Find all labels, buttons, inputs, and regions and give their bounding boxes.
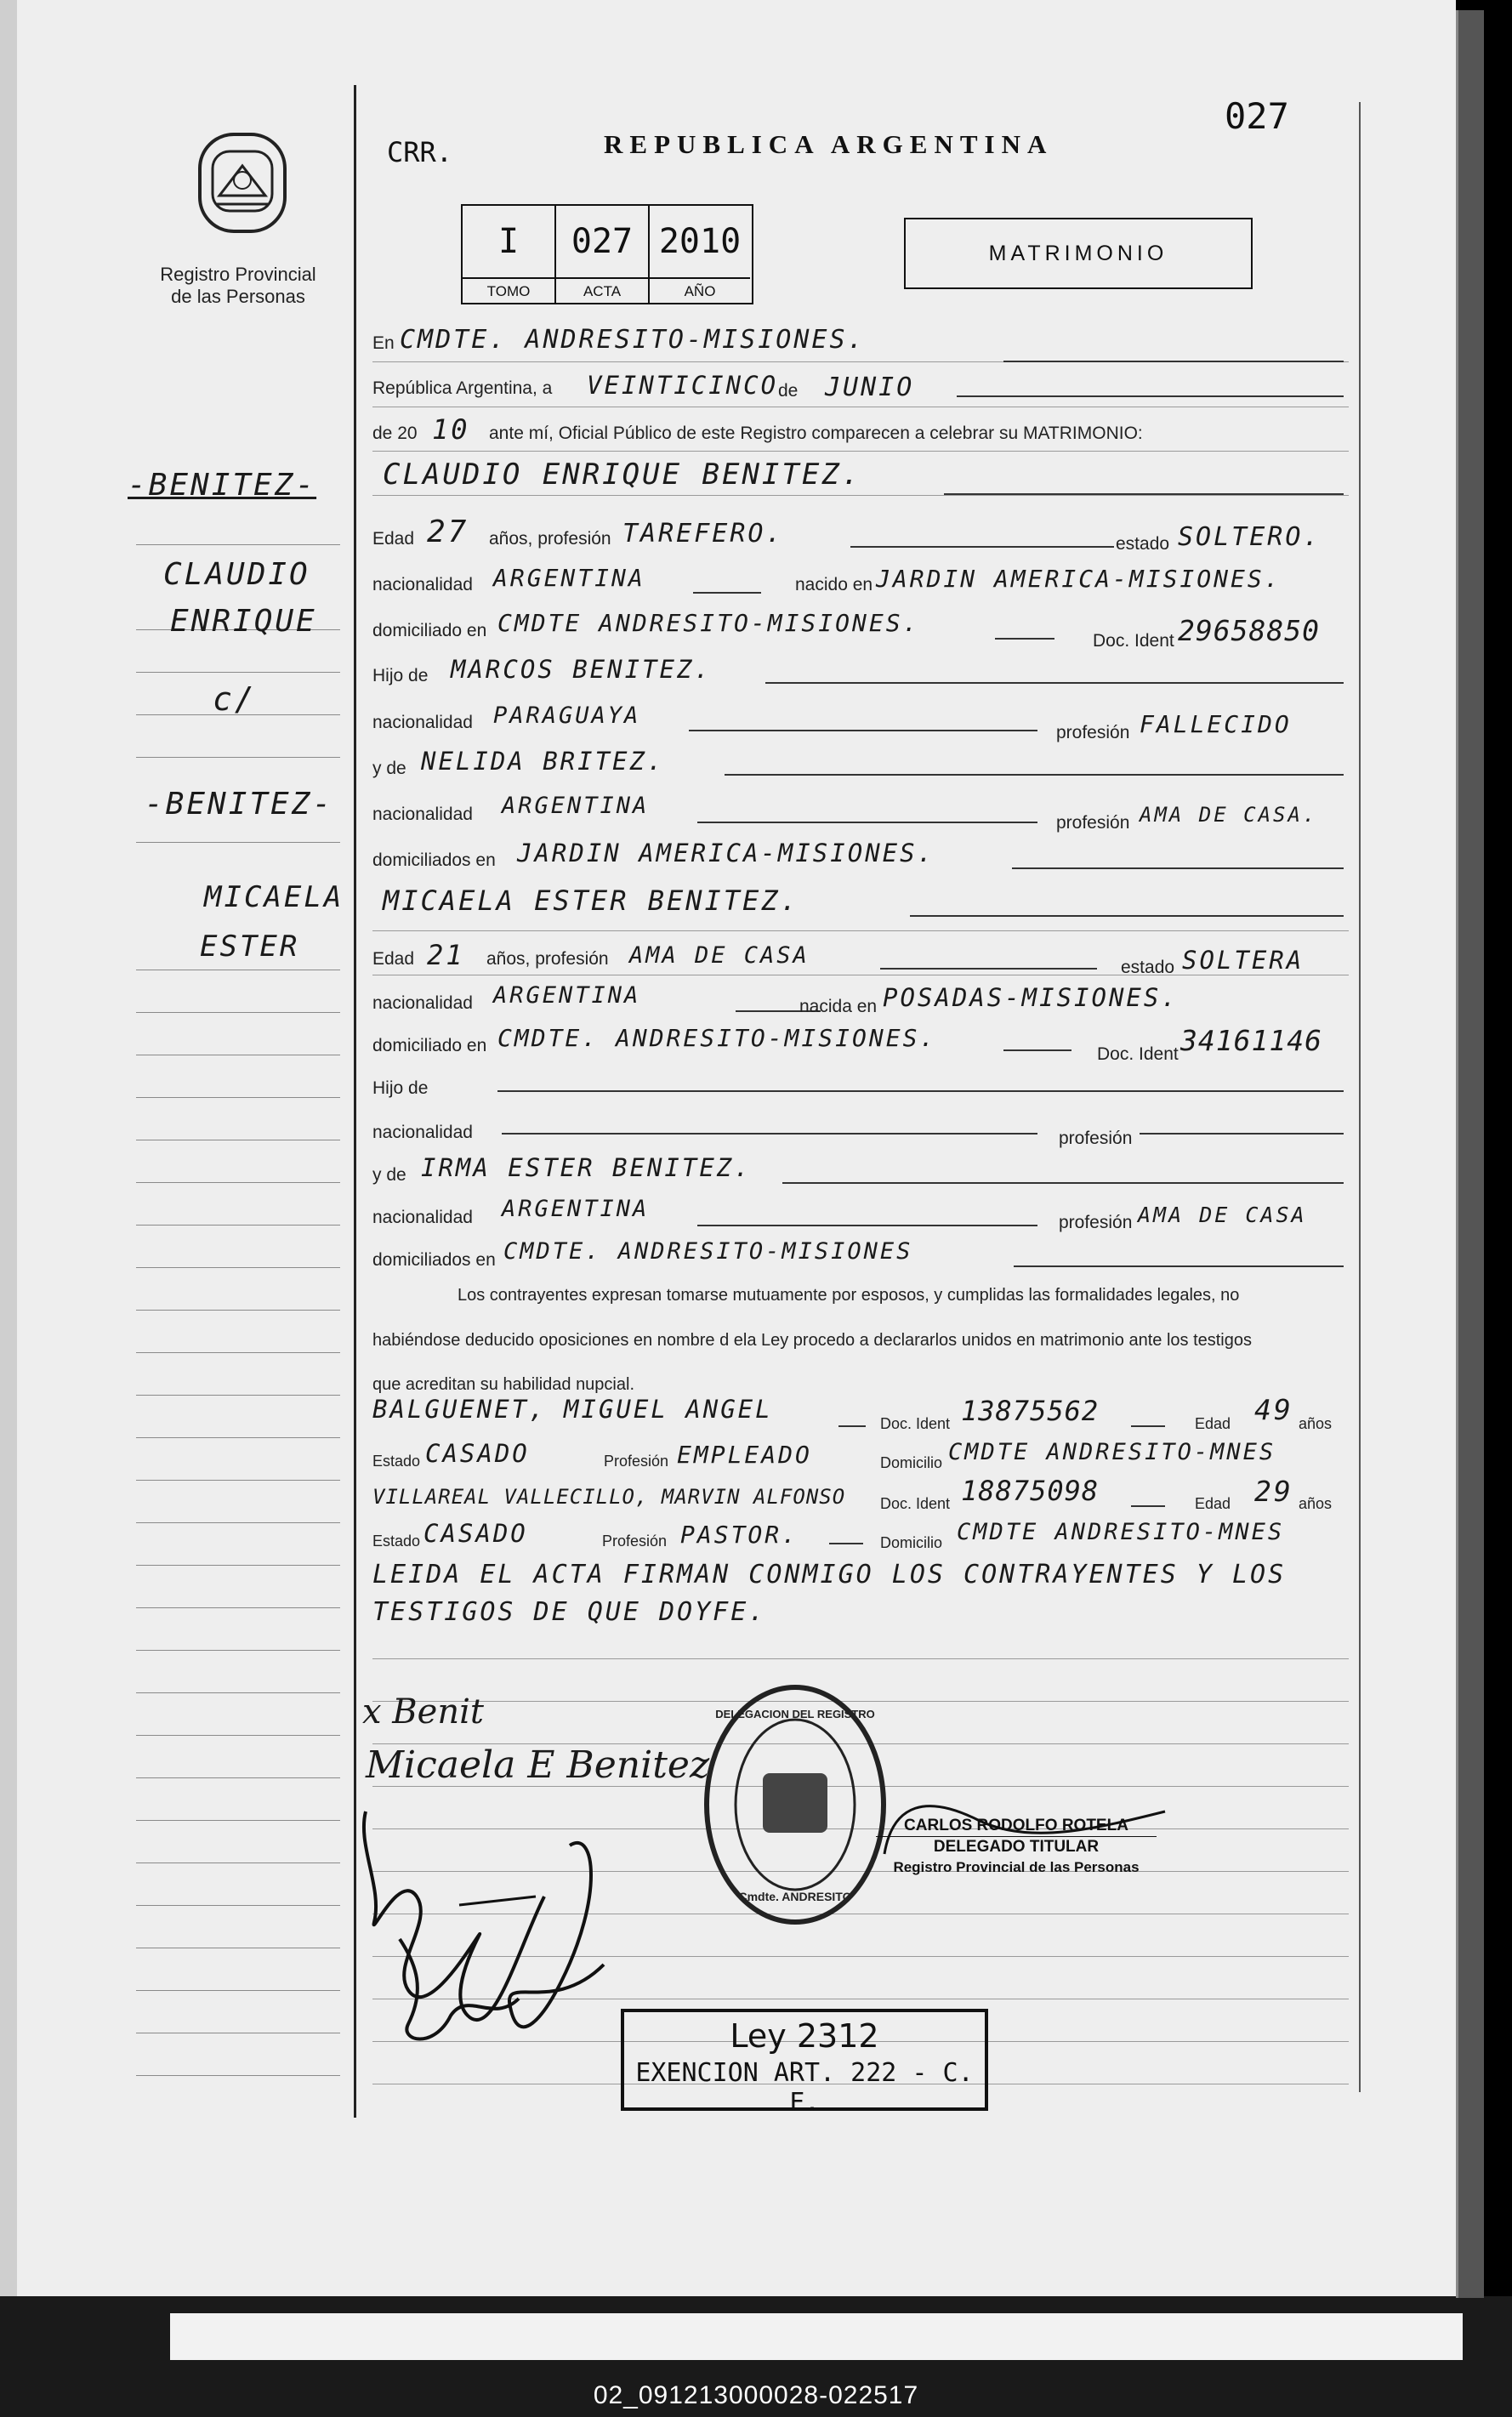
margin-rule xyxy=(136,1480,340,1481)
bride-mother-prof-label: profesión xyxy=(1059,1213,1133,1232)
bride-doc: 34161146 xyxy=(1180,1024,1322,1057)
groom-father-prof-label: profesión xyxy=(1056,723,1130,742)
right-divider xyxy=(1359,102,1361,2092)
margin-rule xyxy=(136,1607,340,1608)
year-suffix: 10 xyxy=(432,413,470,446)
bride-birthplace: POSADAS-MISIONES. xyxy=(883,983,1179,1012)
groom-father-prof: FALLECIDO xyxy=(1140,710,1292,738)
bride-name: MICAELA ESTER BENITEZ. xyxy=(383,884,799,917)
bride-mother-prof: AMA DE CASA xyxy=(1138,1203,1307,1227)
margin-rule xyxy=(136,1012,340,1013)
fill-line xyxy=(829,1543,863,1544)
witness1-estado-label: Estado xyxy=(372,1453,421,1470)
bride-signature: Micaela E Benitez xyxy=(366,1743,710,1787)
margin-groom-name1: CLAUDIO xyxy=(163,557,310,592)
closing-line1: LEIDA EL ACTA FIRMAN CONMIGO LOS CONTRAYENTES Y LOS xyxy=(372,1560,1287,1590)
stamp-outer-text: DELEGACION DEL REGISTRO xyxy=(715,1708,875,1720)
groom-birthplace: JARDIN AMERICA-MISIONES. xyxy=(876,565,1282,593)
groom-domicilio-label: domiciliado en xyxy=(372,621,487,640)
witness2-address: CMDTE ANDRESITO-MNES xyxy=(957,1519,1285,1545)
fill-line xyxy=(765,682,1344,684)
groom-name: CLAUDIO ENRIQUE BENITEZ. xyxy=(383,458,862,492)
country-title: REPUBLICA ARGENTINA xyxy=(604,129,1054,159)
registration-box xyxy=(461,204,753,304)
groom-age: 27 xyxy=(427,515,469,549)
bride-mother-nat-label: nacionalidad xyxy=(372,1208,473,1227)
document-type-box: MATRIMONIO xyxy=(904,218,1253,289)
witness2-status: CASADO xyxy=(423,1519,528,1548)
groom-nationality: ARGENTINA xyxy=(493,564,645,592)
province-seal-icon xyxy=(187,128,298,238)
margin-rule xyxy=(136,1225,340,1226)
bride-status: SOLTERA xyxy=(1182,946,1305,975)
official-stamp-block xyxy=(876,1816,1157,1878)
witness1-status: CASADO xyxy=(425,1439,530,1468)
fill-line xyxy=(850,546,1114,548)
witness1-prof-label: Profesión xyxy=(604,1453,669,1470)
groom-mother-nat: ARGENTINA xyxy=(502,793,650,819)
official-name: CARLOS RODOLFO ROTELA xyxy=(876,1816,1157,1837)
margin-rule xyxy=(136,842,340,843)
fill-line xyxy=(1012,867,1344,869)
witness1-edad-label: Edad xyxy=(1195,1415,1231,1432)
groom-mother-label: y de xyxy=(372,759,406,778)
declaration-line1: Los contrayentes expresan tomarse mutuamente por esposos, y cumplidas las formalidades legales, no xyxy=(458,1286,1240,1305)
groom-father-nat: PARAGUAYA xyxy=(493,702,641,729)
groom-mother-nat-label: nacionalidad xyxy=(372,805,473,824)
margin-rule xyxy=(136,1905,340,1906)
fill-line xyxy=(697,822,1037,823)
anio-value: 2010 xyxy=(658,222,742,261)
groom-mother: NELIDA BRITEZ. xyxy=(421,747,665,776)
margin-rule xyxy=(136,1565,340,1566)
margin-conector: c/ xyxy=(213,680,257,718)
body-rule xyxy=(372,930,1349,931)
bride-mother-nat: ARGENTINA xyxy=(502,1196,650,1222)
margin-rule xyxy=(136,1522,340,1523)
fill-line xyxy=(689,730,1037,731)
witness2-name: VILLAREAL VALLECILLO, MARVIN ALFONSO xyxy=(372,1485,846,1509)
law-line2: EXENCION ART. 222 - C. F. xyxy=(635,2058,974,2118)
fill-line xyxy=(957,395,1344,397)
scan-bottom-strip xyxy=(170,2313,1463,2360)
witness2-doc: 18875098 xyxy=(961,1475,1100,1507)
groom-signature: x Benit xyxy=(362,1692,484,1732)
witness2-prof-label: Profesión xyxy=(602,1533,668,1550)
groom-father-nat-label: nacionalidad xyxy=(372,713,473,732)
margin-rule xyxy=(136,1182,340,1183)
fill-line xyxy=(697,1225,1037,1226)
bride-estado-label: estado xyxy=(1121,958,1175,977)
official-office: Registro Provincial de las Personas xyxy=(893,1859,1140,1875)
fill-line xyxy=(1140,1133,1344,1135)
witness1-dom-label: Domicilio xyxy=(880,1454,943,1471)
groom-status: SOLTERO. xyxy=(1178,522,1322,552)
tomo-label: TOMO xyxy=(463,277,556,304)
law-exemption-stamp xyxy=(621,2009,988,2118)
fill-line xyxy=(497,1090,1344,1092)
registry-seal-stamp xyxy=(702,1684,889,1926)
folio-number: 027 xyxy=(1225,95,1289,137)
bride-nationality: ARGENTINA xyxy=(493,982,641,1009)
witness2-anios-label: años xyxy=(1299,1495,1333,1512)
witness1-age: 49 xyxy=(1254,1393,1293,1426)
groom-parents-address: JARDIN AMERICA-MISIONES. xyxy=(517,839,935,867)
groom-nacido-label: nacido en xyxy=(795,575,873,594)
witness2-doc-label: Doc. Ident xyxy=(880,1495,951,1512)
fill-line xyxy=(880,968,1097,970)
margin-rule xyxy=(136,1990,340,1991)
witness2-age: 29 xyxy=(1254,1475,1293,1508)
groom-father: MARCOS BENITEZ. xyxy=(451,655,712,684)
closing-line2: TESTIGOS DE QUE DOYFE. xyxy=(372,1597,767,1627)
margin-rule xyxy=(136,1437,340,1438)
witness1-name: BALGUENET, MIGUEL ANGEL xyxy=(372,1395,773,1424)
bride-domicilio-label: domiciliado en xyxy=(372,1036,487,1055)
acta-label: ACTA xyxy=(556,277,650,304)
bride-age: 21 xyxy=(427,939,465,971)
republica-label: República Argentina, a xyxy=(372,378,553,398)
groom-doc-label: Doc. Ident xyxy=(1093,631,1174,651)
body-rule xyxy=(372,451,1349,452)
witness1-doc-label: Doc. Ident xyxy=(880,1415,951,1432)
margin-rule xyxy=(136,1820,340,1821)
margin-groom-surname: -BENITEZ- xyxy=(128,468,317,503)
year-prefix: de 20 xyxy=(372,424,418,443)
witness2-dom-label: Domicilio xyxy=(880,1534,943,1551)
groom-nacionalidad-label: nacionalidad xyxy=(372,575,473,594)
bride-father-label: Hijo de xyxy=(372,1078,429,1098)
bride-nacionalidad-label: nacionalidad xyxy=(372,993,473,1013)
witness1-anios-label: años xyxy=(1299,1415,1333,1432)
body-rule xyxy=(372,495,1349,496)
bride-father-prof-label: profesión xyxy=(1059,1129,1133,1148)
margin-rule xyxy=(136,1352,340,1353)
fill-line xyxy=(782,1182,1344,1184)
book-edge xyxy=(1456,10,1484,2298)
fill-line xyxy=(1014,1265,1344,1267)
registry-caption-line2: de las Personas xyxy=(171,286,305,307)
official-role: DELEGADO TITULAR xyxy=(933,1838,1100,1856)
witness2-estado-label: Estado xyxy=(372,1533,421,1550)
act-month: JUNIO xyxy=(825,373,915,402)
fill-line xyxy=(910,915,1344,917)
declaration-line2: habiéndose deducido oposiciones en nombre d ela Ley procedo a declararlos unidos en matrimonio ante los testigos xyxy=(372,1331,1252,1350)
witness1-profession: EMPLEADO xyxy=(677,1441,812,1469)
fill-line xyxy=(1131,1425,1165,1427)
groom-edad-label: Edad xyxy=(372,529,415,549)
bride-nacida-label: nacida en xyxy=(799,997,878,1016)
bride-mother: IRMA ESTER BENITEZ. xyxy=(421,1153,752,1182)
fill-line xyxy=(944,493,1344,495)
bride-edad-label: Edad xyxy=(372,949,415,969)
groom-profession: TAREFERO. xyxy=(622,519,784,549)
bride-profession: AMA DE CASA xyxy=(629,942,810,969)
bride-doc-label: Doc. Ident xyxy=(1097,1044,1179,1064)
margin-bride-name2: ESTER xyxy=(200,930,300,964)
witness2-edad-label: Edad xyxy=(1195,1495,1231,1512)
groom-father-label: Hijo de xyxy=(372,666,429,685)
acta-value: 027 xyxy=(556,206,650,277)
registry-caption xyxy=(128,264,349,308)
groom-address: CMDTE ANDRESITO-MISIONES. xyxy=(497,609,920,637)
fill-line xyxy=(1003,1049,1071,1051)
witness1-doc: 13875562 xyxy=(961,1395,1100,1427)
act-day: VEINTICINCO xyxy=(587,371,779,400)
fill-line xyxy=(1131,1505,1165,1507)
margin-bride-surname: -BENITEZ- xyxy=(145,787,334,822)
law-line1: Ley 2312 xyxy=(730,2017,879,2055)
witness2-profession: PASTOR. xyxy=(680,1521,799,1549)
margin-rule xyxy=(136,1310,340,1311)
fill-line xyxy=(693,592,761,594)
groom-doc: 29658850 xyxy=(1178,614,1320,647)
body-rule xyxy=(372,1658,1349,1659)
groom-profesion-label: años, profesión xyxy=(489,529,611,549)
tomo-value: I xyxy=(463,206,556,277)
bride-parents-address: CMDTE. ANDRESITO-MISIONES xyxy=(503,1238,913,1265)
de-label: de xyxy=(778,381,799,401)
fill-line xyxy=(995,638,1054,640)
bride-mother-label: y de xyxy=(372,1165,406,1185)
bride-address: CMDTE. ANDRESITO-MISIONES. xyxy=(497,1024,937,1052)
crr-annotation: CRR. xyxy=(387,136,453,168)
act-place: CMDTE. ANDRESITO-MISIONES. xyxy=(400,325,866,355)
margin-rule xyxy=(136,672,340,673)
margin-rule xyxy=(136,1395,340,1396)
groom-parents-address-label: domiciliados en xyxy=(372,850,496,870)
bride-parents-address-label: domiciliados en xyxy=(372,1250,496,1270)
witness1-address: CMDTE ANDRESITO-MNES xyxy=(948,1439,1276,1465)
margin-rule xyxy=(136,1692,340,1693)
bride-profesion-label: años, profesión xyxy=(486,949,609,969)
margin-rule xyxy=(136,544,340,545)
margin-rule xyxy=(136,1097,340,1098)
fill-line xyxy=(725,774,1344,776)
act-intro: ante mí, Oficial Público de este Registro comparecen a celebrar su MATRIMONIO: xyxy=(489,424,1143,443)
stamp-inner-text: Cmdte. ANDRESITO xyxy=(738,1890,852,1903)
margin-groom-name2: ENRIQUE xyxy=(170,604,317,639)
file-id: 02_091213000028-022517 xyxy=(593,2381,919,2409)
en-label: En xyxy=(372,333,395,353)
groom-mother-prof-label: profesión xyxy=(1056,813,1130,833)
margin-rule xyxy=(136,757,340,758)
fill-line xyxy=(502,1133,1037,1135)
fill-line xyxy=(1003,361,1344,362)
margin-rule xyxy=(136,1650,340,1651)
groom-estado-label: estado xyxy=(1116,534,1170,554)
margin-bride-name1: MICAELA xyxy=(204,880,344,914)
registry-caption-line1: Registro Provincial xyxy=(160,264,316,285)
margin-rule xyxy=(136,1267,340,1268)
groom-mother-prof: AMA DE CASA. xyxy=(1140,803,1318,827)
fill-line xyxy=(838,1425,866,1427)
margin-rule xyxy=(136,1735,340,1736)
anio-label: AÑO xyxy=(650,277,750,304)
declaration-line3: que acreditan su habilidad nupcial. xyxy=(372,1375,634,1394)
margin-rule xyxy=(136,2075,340,2076)
margin-rule xyxy=(136,1777,340,1778)
bride-father-nat-label: nacionalidad xyxy=(372,1123,473,1142)
